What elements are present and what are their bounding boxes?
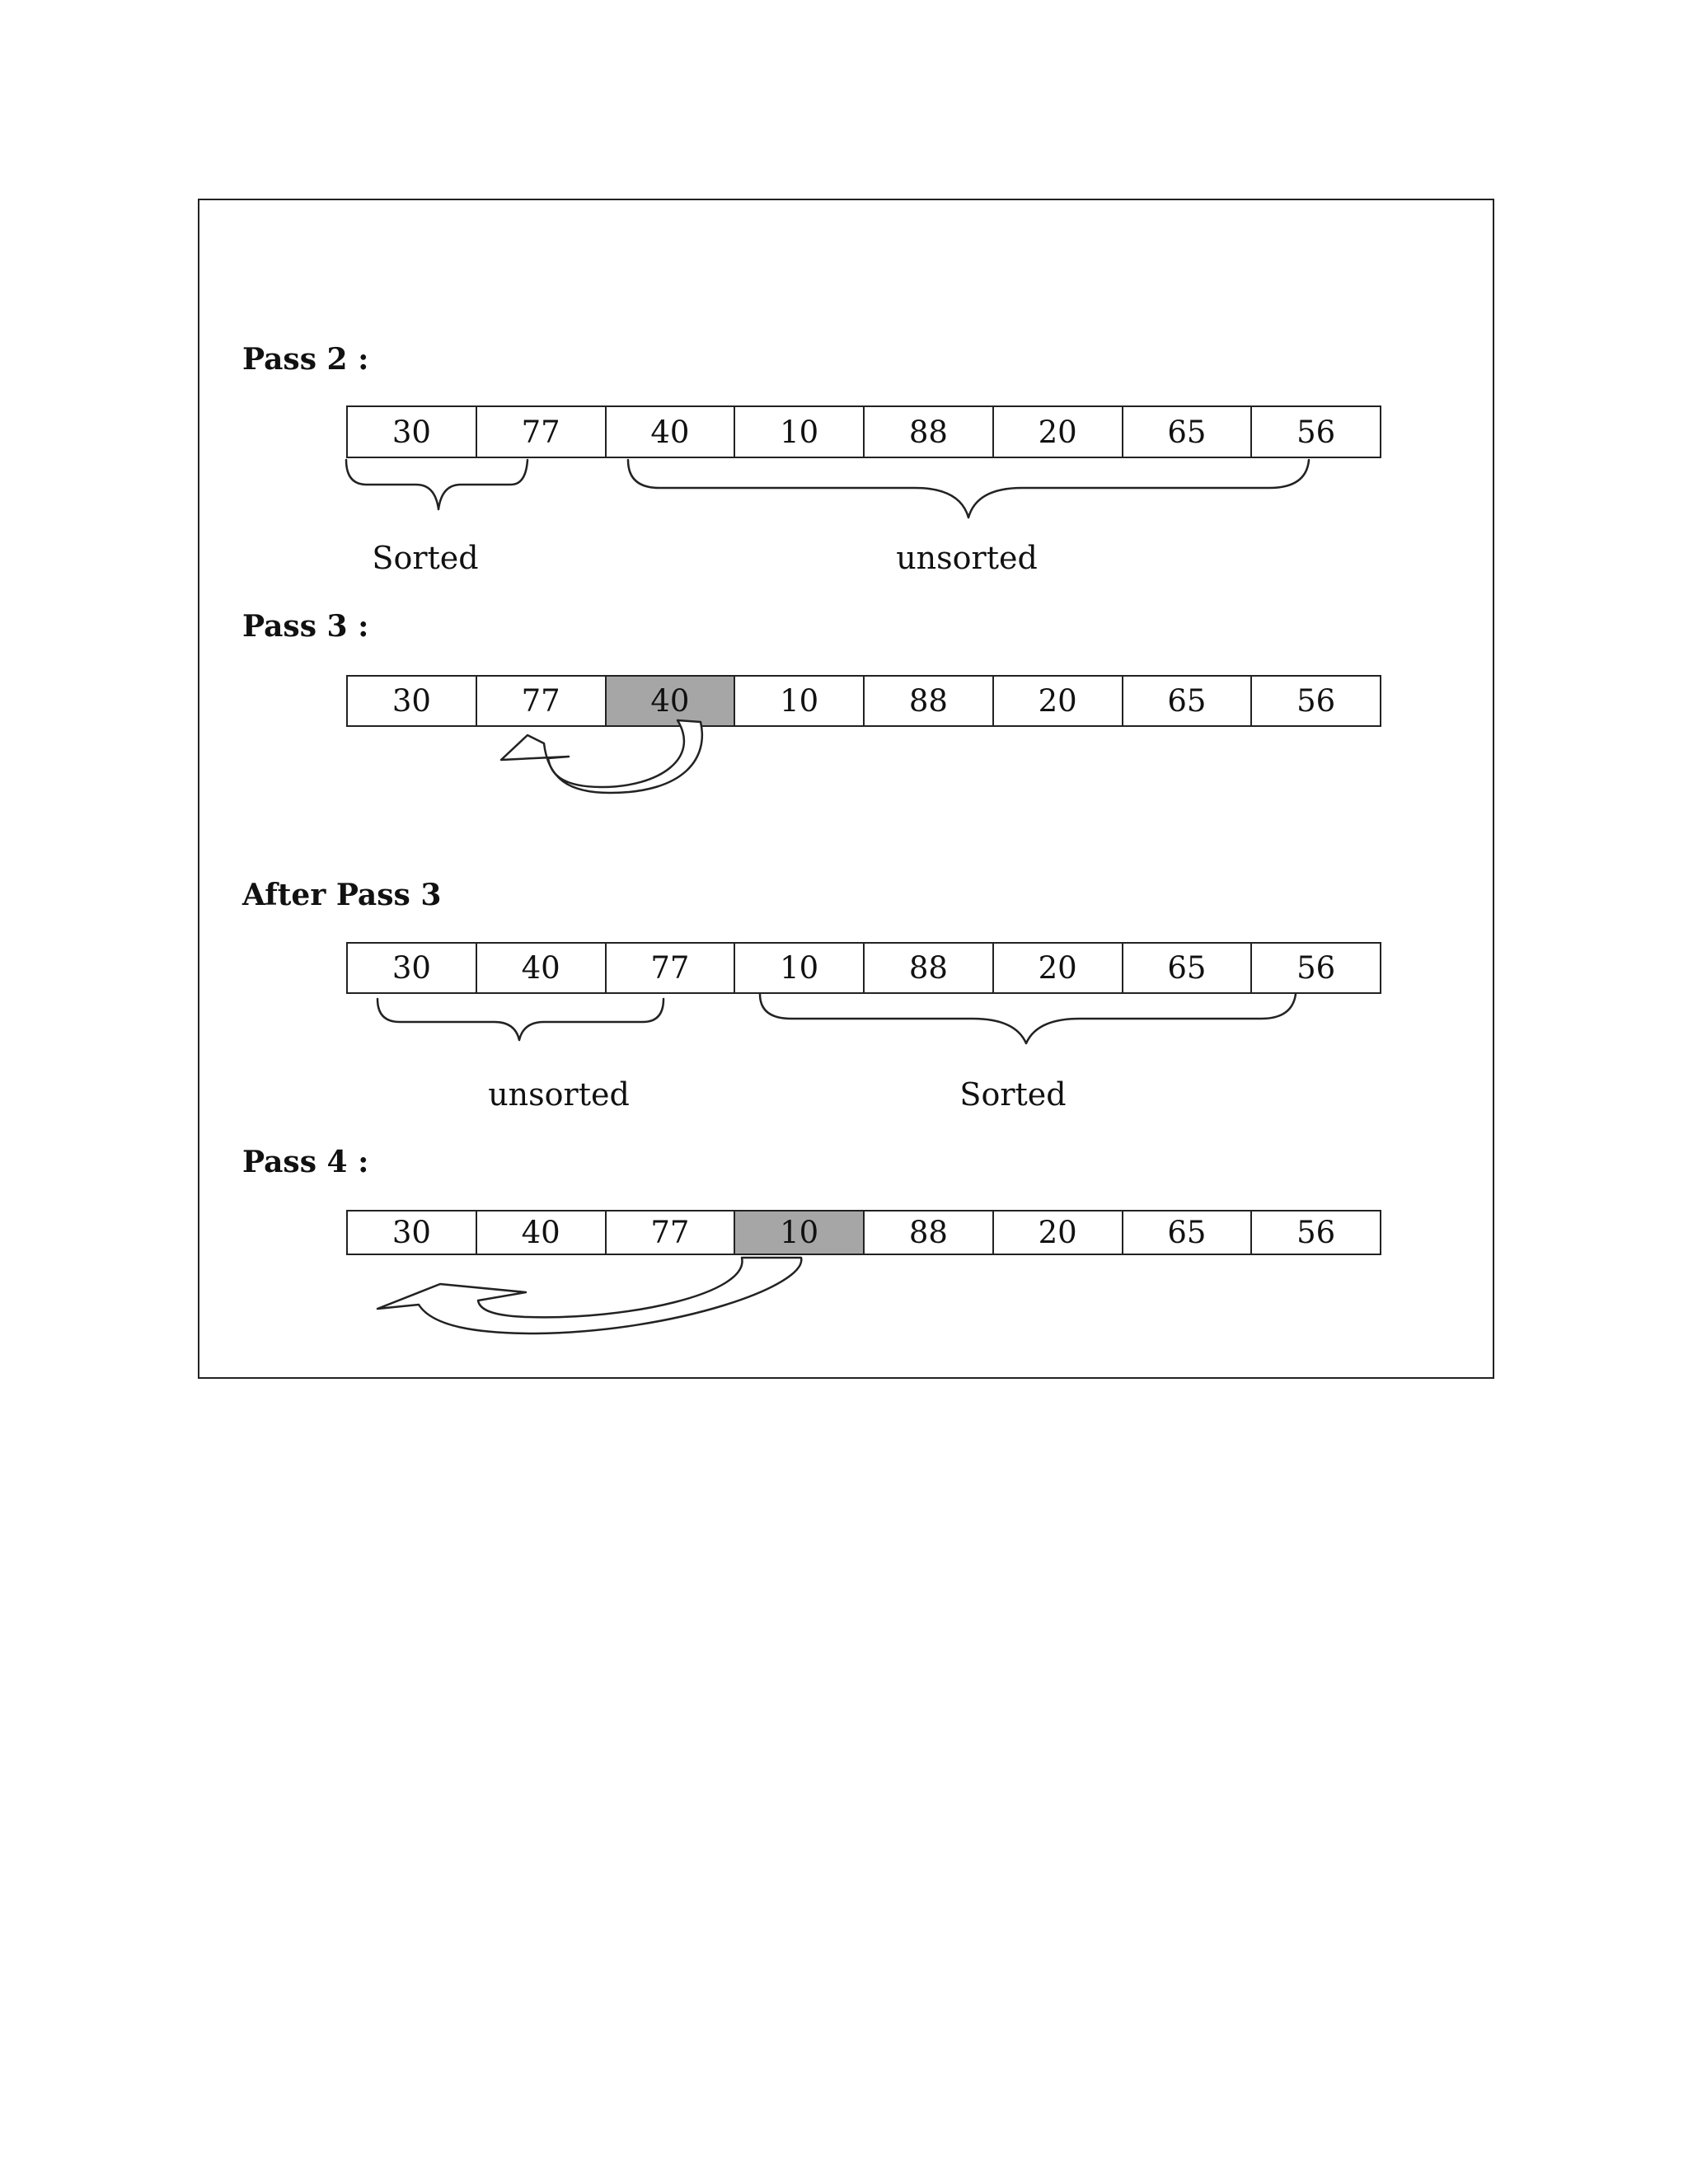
array-cell: 56 xyxy=(1296,683,1336,719)
array-cell: 65 xyxy=(1123,677,1253,725)
highlighted-cell: 40 xyxy=(607,677,736,725)
array-cell: 88 xyxy=(865,677,994,725)
after-pass-3-array xyxy=(346,942,1381,994)
array-cell: 77 xyxy=(477,407,607,457)
array-cell: 77 xyxy=(607,1212,736,1254)
array-cell: 65 xyxy=(1123,1212,1253,1254)
diagram-frame xyxy=(198,199,1494,1379)
pass-4-array xyxy=(346,1210,1381,1255)
array-cell: 20 xyxy=(994,944,1123,992)
array-cell: 65 xyxy=(1123,407,1253,457)
array-cell: 40 xyxy=(477,1212,607,1254)
array-cell: 88 xyxy=(865,944,994,992)
array-cell: 40 xyxy=(607,407,736,457)
sorted-label: Sorted xyxy=(959,1076,1067,1113)
array-cell: 56 xyxy=(1296,1215,1336,1250)
sorted-label: Sorted xyxy=(372,540,479,576)
array-cell: 40 xyxy=(477,944,607,992)
pass-3-array xyxy=(346,675,1381,727)
pass-3-heading: Pass 3 : xyxy=(242,609,369,644)
pass-4-heading: Pass 4 : xyxy=(242,1145,369,1179)
array-cell: 10 xyxy=(735,944,865,992)
array-cell: 20 xyxy=(994,1212,1123,1254)
array-cell: 77 xyxy=(607,944,736,992)
array-cell: 88 xyxy=(865,1212,994,1254)
array-cell: 20 xyxy=(994,407,1123,457)
array-cell: 20 xyxy=(994,677,1123,725)
array-cell: 10 xyxy=(735,677,865,725)
array-cell: 10 xyxy=(735,407,865,457)
array-cell: 65 xyxy=(1123,944,1253,992)
unsorted-label: unsorted xyxy=(896,540,1038,576)
pass-2-array xyxy=(346,405,1381,458)
array-cell: 56 xyxy=(1296,414,1336,450)
after-pass-3-heading: After Pass 3 xyxy=(242,878,442,912)
array-cell: 56 xyxy=(1296,950,1336,986)
array-cell: 30 xyxy=(348,677,477,725)
array-cell: 30 xyxy=(348,1212,477,1254)
array-cell: 30 xyxy=(348,407,477,457)
array-cell: 77 xyxy=(477,677,607,725)
pass-2-heading: Pass 2 : xyxy=(242,342,369,377)
array-cell: 30 xyxy=(348,944,477,992)
array-cell: 88 xyxy=(865,407,994,457)
unsorted-label: unsorted xyxy=(488,1076,630,1113)
highlighted-cell: 10 xyxy=(735,1212,865,1254)
